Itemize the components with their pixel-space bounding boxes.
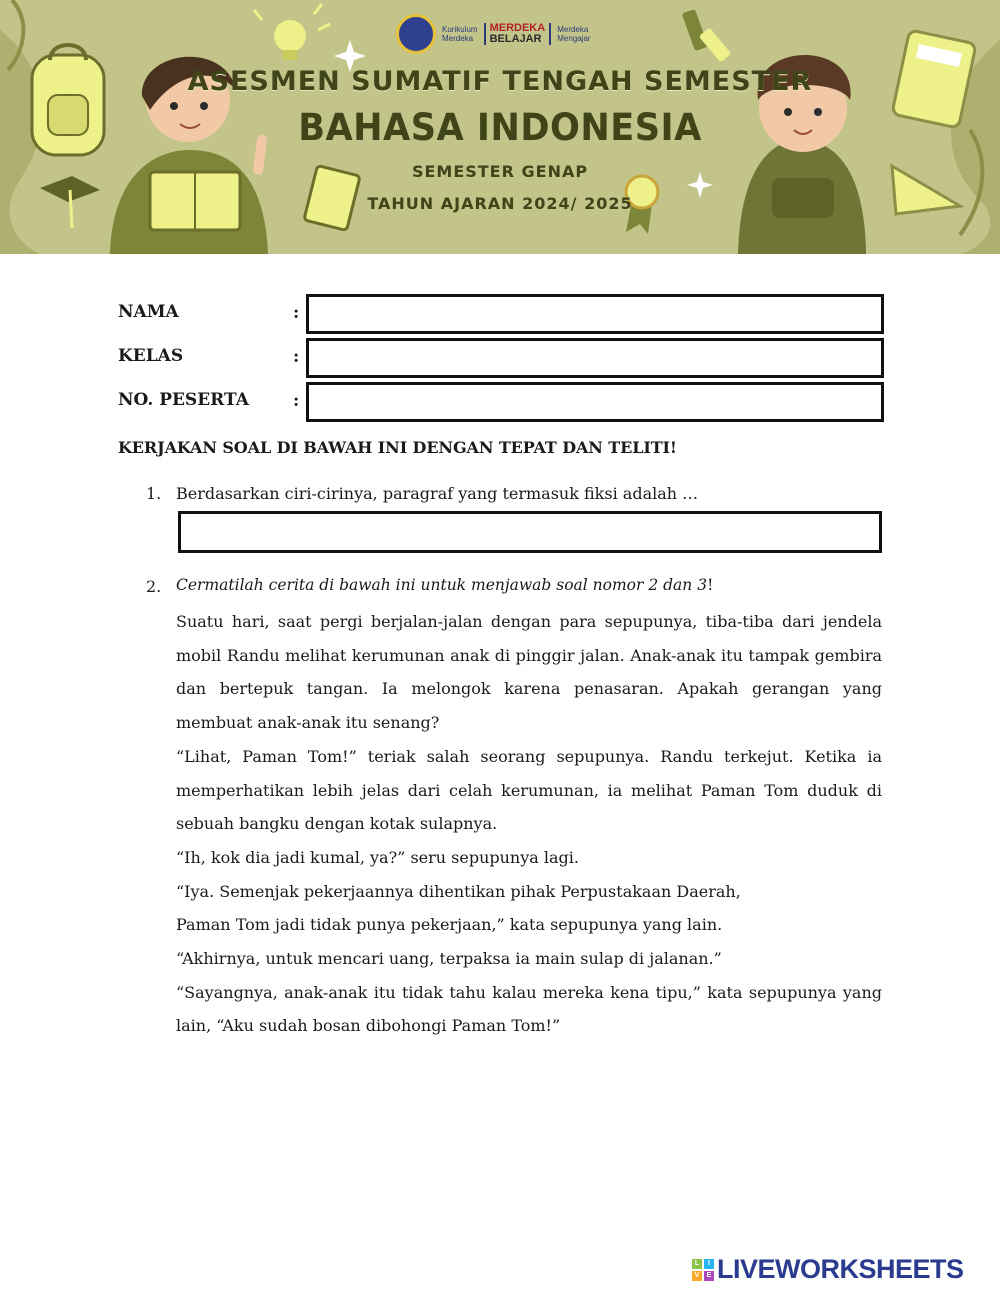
name-colon: : [293, 303, 300, 323]
kurikulum-merdeka-logo: Kurikulum Merdeka [442, 25, 478, 43]
question-1-text: Berdasarkan ciri-cirinya, paragraf yang termasuk fiksi adalah … [176, 484, 699, 503]
liveworksheets-wordmark: LIVEWORKSHEETS [717, 1254, 964, 1284]
logo-strip [396, 12, 591, 56]
class-input[interactable] [306, 338, 884, 378]
participant-number-input[interactable] [306, 382, 884, 422]
liveworksheets-blocks-icon: L I V E [692, 1259, 714, 1281]
story-paragraph: “Lihat, Paman Tom!” teriak salah seorang sepupunya. Randu terkejut. Ketika ia memperhatikan lebih jelas dari celah kerumunan, ia melihat Paman Tom duduk di sebuah bangku dengan kotak sulapnya. [176, 746, 882, 834]
name-label: NAMA [118, 302, 179, 322]
lightbulb-icon [254, 4, 330, 60]
story-paragraph: “Ih, kok dia jadi kumal, ya?” seru sepupunya lagi. [176, 847, 579, 867]
story-paragraph: Suatu hari, saat pergi berjalan-jalan dengan para sepupunya, tiba-tiba dari jendela mobil Randu melihat kerumunan anak di pinggir jalan. Anak-anak itu tampak gembira dan bertepuk tangan. Ia melongok karena penasaran. Apakah gerangan yang membuat anak-anak itu senang? [176, 612, 882, 733]
academic-year-label: TAHUN AJARAN 2024/ 2025 [367, 194, 633, 213]
question-1-number: 1. [146, 484, 162, 503]
exam-title: ASESMEN SUMATIF TENGAH SEMESTER [187, 66, 813, 97]
subject-title: BAHASA INDONESIA [298, 106, 702, 149]
question-2-number: 2. [146, 577, 162, 596]
story-paragraph: “Akhirnya, untuk mencari uang, terpaksa ia main sulap di jalanan.” [176, 949, 722, 969]
story-paragraph: “Sayangnya, anak-anak itu tidak tahu kalau mereka kena tipu,” kata sepupunya yang lain, “Aku sudah bosan dibohongi Paman Tom!” [176, 982, 882, 1036]
participant-number-colon: : [293, 391, 300, 411]
name-row [118, 294, 882, 332]
story-paragraph: Paman Tom jadi tidak punya pekerjaan,” kata sepupunya yang lain. [176, 915, 723, 935]
participant-number-row [118, 382, 882, 420]
class-label: KELAS [118, 346, 184, 366]
story-paragraph: “Iya. Semenjak pekerjaannya dihentikan pihak Perpustakaan Daerah, [176, 881, 741, 901]
name-input[interactable] [306, 294, 884, 334]
header-banner [0, 0, 1000, 254]
instruction-heading: KERJAKAN SOAL DI BAWAH INI DENGAN TEPAT DAN TELITI! [118, 438, 677, 457]
question-2-intro [176, 576, 713, 594]
class-row [118, 338, 882, 376]
merdeka-mengajar-logo: Merdeka Mengajar [557, 25, 591, 43]
question-2-intro-end: ! [707, 576, 714, 594]
school-seal-logo [396, 14, 436, 54]
class-colon: : [293, 347, 300, 367]
semester-label: SEMESTER GENAP [411, 162, 589, 181]
liveworksheets-logo [692, 1254, 964, 1285]
story-passage [176, 605, 882, 1043]
question-2-intro-italic: Cermatilah cerita di bawah ini untuk menjawab soal nomor 2 dan 3 [176, 576, 708, 594]
question-1-answer-input[interactable] [178, 511, 882, 553]
participant-number-label: NO. PESERTA [118, 390, 249, 410]
merdeka-belajar-logo: MERDEKA BELAJAR [484, 23, 552, 45]
crayon-icon [682, 9, 732, 63]
